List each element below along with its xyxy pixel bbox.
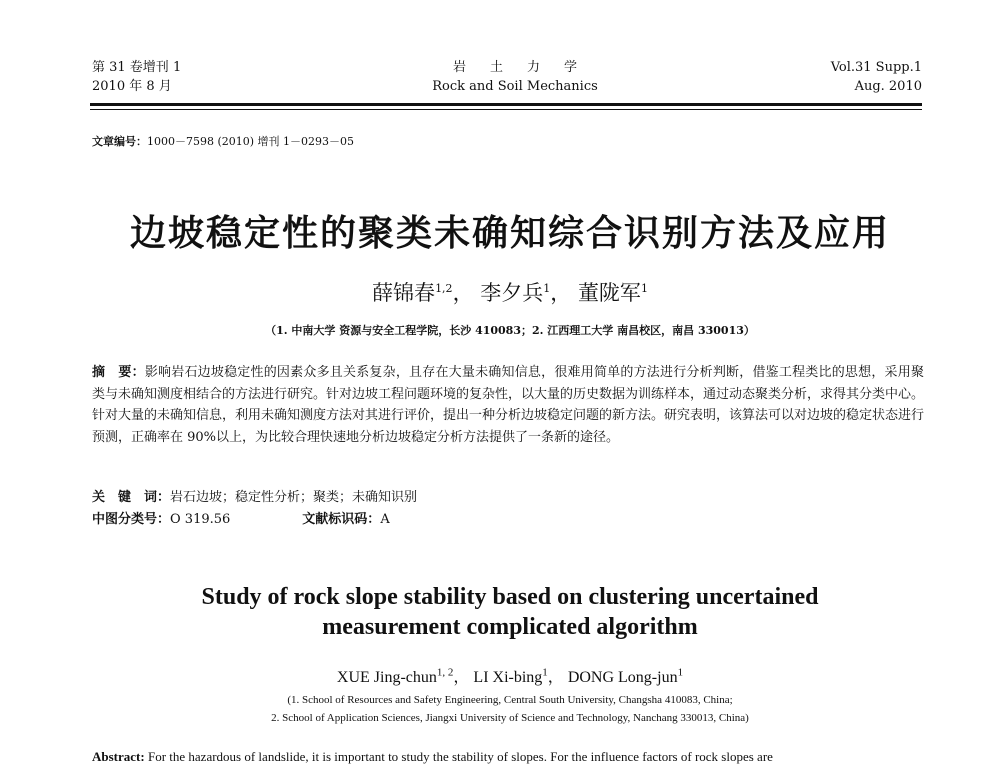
abstract-label-cn: 摘 要： xyxy=(92,365,145,380)
abstract-label-en: Abstract: xyxy=(92,749,145,764)
article-number xyxy=(92,133,354,149)
keywords-cn xyxy=(92,488,417,508)
publication-date: 2010 年 8 月 xyxy=(92,79,172,94)
article-number-value: 1000－7598 (2010) 增刊 1－0293－05 xyxy=(147,135,355,148)
running-header-left xyxy=(92,58,181,96)
paper-title-en-line1: Study of rock slope stability based on clustering uncertained xyxy=(201,584,819,610)
author-affil-mark: 1 xyxy=(542,666,548,679)
author-separator: ， xyxy=(550,281,572,305)
volume-issue: 第 31 卷增刊 1 xyxy=(92,60,182,75)
author-separator: ， xyxy=(453,669,470,686)
author-name-en: DONG Long-jun xyxy=(567,669,678,686)
clc-value: O 319.56 xyxy=(170,512,231,527)
paper-title-en-line2: measurement complicated algorithm xyxy=(322,614,698,640)
keywords-text-cn: 岩石边坡；稳定性分析；聚类；未确知识别 xyxy=(170,490,418,505)
abstract-text-cn: 影响岩石边坡稳定性的因素众多且关系复杂，且存在大量未确知信息，很难用简单的方法进行分析判断，借鉴工程类比的思想，采用聚类与未确知测度相结合的方法进行研究。针对边坡工程问题环境的复杂性，以大量的历史数据为训练样本，通过动态聚类分析，求得其分类中心。针对大量的未确知信息，利用未确知测度方法对其进行评价，提出一种分析边坡稳定问题的新方法。研究表明，该算法可以对边坡的稳定状态进行预测，正确率在 90%以上，为比较合理快速地分析边坡稳定分析方法提供了一条新的途径。 xyxy=(92,365,925,445)
author-affil-mark: 1 xyxy=(640,282,648,295)
author-name: 薛锦春 xyxy=(372,281,436,305)
author-name-en: LI Xi-bing xyxy=(473,669,543,686)
author-separator: ， xyxy=(547,669,564,686)
author-name-en: XUE Jing-chun xyxy=(336,669,437,686)
abstract-cn xyxy=(92,362,924,448)
abstract-en xyxy=(92,748,924,766)
affiliation-en-line2: 2. School of Application Sciences, Jiangxi University of Science and Technology, Nanchang 330013, China) xyxy=(271,712,749,724)
keywords-label-cn: 关 键 词： xyxy=(92,490,171,505)
date-en: Aug. 2010 xyxy=(854,79,922,94)
abstract-text-en: For the hazardous of landslide, it is important to study the stability of slopes. For the influence factors of rock slopes are xyxy=(144,749,773,764)
journal-name-cn: 岩土力学 xyxy=(452,60,601,75)
doc-code-label: 文献标识码： xyxy=(302,512,381,527)
affiliation-cn: （1. 中南大学 资源与安全工程学院，长沙 410083；2. 江西理工大学 南昌校区，南昌 330013） xyxy=(265,324,755,337)
article-number-label: 文章编号： xyxy=(92,135,147,148)
author-affil-mark: 1,2 xyxy=(435,282,453,295)
author-affil-mark: 1 xyxy=(543,282,551,295)
author-affil-mark: 1 xyxy=(677,666,684,679)
author-name: 李夕兵 xyxy=(480,281,544,305)
running-header-center xyxy=(370,58,660,96)
doc-code-value: A xyxy=(380,512,390,527)
affiliation-en-line1: (1. School of Resources and Safety Engineering, Central South University, Changsha 410083, China; xyxy=(287,694,733,706)
author-list-cn xyxy=(90,277,930,307)
running-header-right xyxy=(831,58,922,96)
journal-name-en: Rock and Soil Mechanics xyxy=(432,79,598,94)
author-name: 董陇军 xyxy=(577,281,641,305)
author-affil-mark: 1, 2 xyxy=(436,666,454,679)
paper-title-cn: 边坡稳定性的聚类未确知综合识别方法及应用 xyxy=(129,213,890,254)
volume-en: Vol.31 Supp.1 xyxy=(830,60,922,75)
classification-line xyxy=(92,510,390,530)
clc-label: 中图分类号： xyxy=(92,512,171,527)
affiliation-en xyxy=(90,691,930,727)
paper-title-en xyxy=(90,582,930,642)
header-rule-thin xyxy=(90,109,922,110)
author-separator: ， xyxy=(452,281,474,305)
header-rule-thick xyxy=(90,103,922,106)
author-list-en xyxy=(90,664,930,687)
